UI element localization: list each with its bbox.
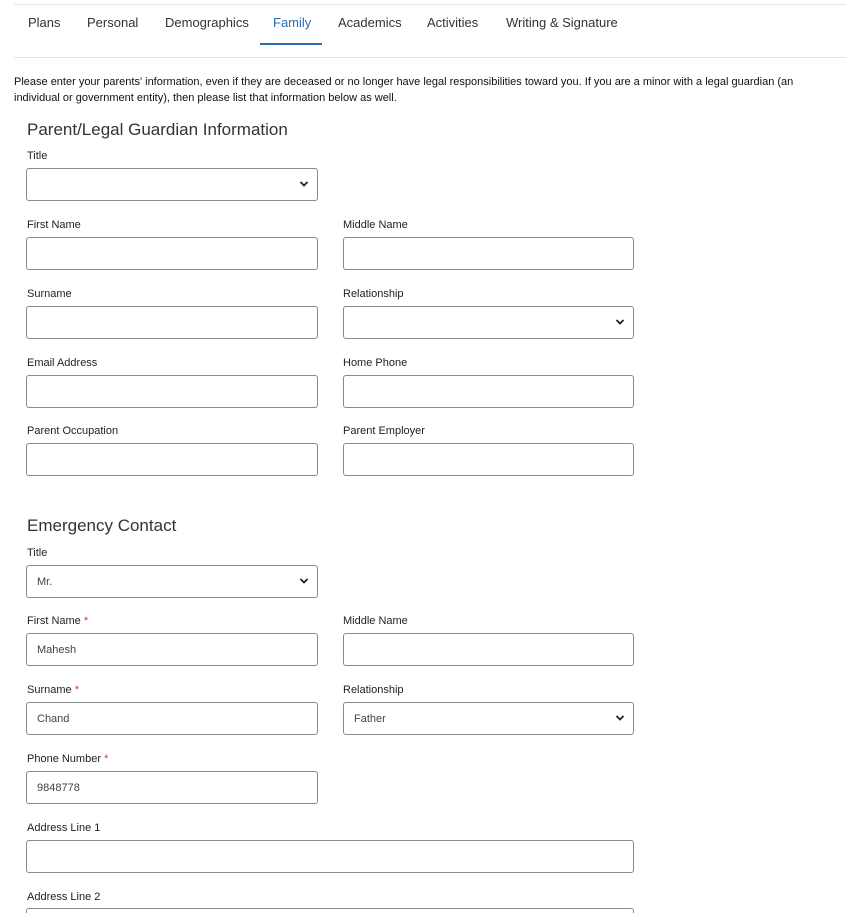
emergency-middle-name-label: Middle Name bbox=[343, 615, 408, 627]
emergency-title-value: Mr. bbox=[37, 576, 53, 588]
parent-email-input[interactable] bbox=[26, 375, 318, 408]
tab-activities[interactable]: Activities bbox=[427, 15, 479, 30]
emergency-address2-label: Address Line 2 bbox=[27, 891, 101, 903]
emergency-address1-label: Address Line 1 bbox=[27, 822, 101, 834]
required-marker: * bbox=[104, 753, 109, 765]
emergency-title-label: Title bbox=[27, 547, 48, 559]
emergency-phone-label-text: Phone Number bbox=[27, 753, 101, 765]
parent-email-label: Email Address bbox=[27, 357, 98, 369]
tab-family[interactable]: Family bbox=[273, 15, 312, 30]
parent-middle-name-input[interactable] bbox=[343, 237, 634, 270]
parent-first-name-input[interactable] bbox=[26, 237, 318, 270]
tab-personal[interactable]: Personal bbox=[87, 15, 139, 30]
required-marker: * bbox=[74, 684, 79, 696]
parent-title-label: Title bbox=[27, 150, 48, 162]
emergency-relationship-select[interactable] bbox=[343, 702, 634, 735]
parent-home-phone-input[interactable] bbox=[343, 375, 634, 408]
required-marker: * bbox=[83, 615, 89, 627]
emergency-section-title: Emergency Contact bbox=[27, 516, 177, 535]
chevron-down-icon bbox=[615, 713, 625, 723]
emergency-first-name-label bbox=[27, 615, 88, 627]
emergency-first-name-label-text: First Name bbox=[27, 615, 81, 627]
emergency-phone-label bbox=[27, 753, 108, 765]
emergency-surname-label-text: Surname bbox=[27, 684, 72, 696]
parent-surname-input[interactable] bbox=[26, 306, 318, 339]
chevron-down-icon bbox=[299, 576, 309, 586]
parent-employer-input[interactable] bbox=[343, 443, 634, 476]
parent-title-select[interactable] bbox=[26, 168, 318, 201]
parent-employer-label: Parent Employer bbox=[343, 425, 425, 437]
parent-surname-label: Surname bbox=[27, 288, 72, 300]
emergency-relationship-label: Relationship bbox=[343, 684, 404, 696]
emergency-phone-input[interactable] bbox=[26, 771, 318, 804]
tab-academics[interactable]: Academics bbox=[338, 15, 402, 30]
parent-middle-name-label: Middle Name bbox=[343, 219, 408, 231]
parent-section-title: Parent/Legal Guardian Information bbox=[27, 120, 288, 139]
emergency-middle-name-input[interactable] bbox=[343, 633, 634, 666]
emergency-relationship-value: Father bbox=[354, 713, 386, 725]
active-tab-indicator bbox=[260, 43, 322, 45]
parent-relationship-label: Relationship bbox=[343, 288, 404, 300]
emergency-phone-value: 9848778 bbox=[37, 782, 80, 794]
emergency-surname-label bbox=[27, 684, 79, 696]
parent-occupation-input[interactable] bbox=[26, 443, 318, 476]
tab-demographics[interactable]: Demographics bbox=[165, 15, 249, 30]
tab-bar bbox=[14, 4, 846, 58]
intro-text: Please enter your parents' information, even if they are deceased or no longer have legal responsibilities toward you. If you are a minor with a legal guardian (an individual or government entity), then please list that information below as well. bbox=[14, 76, 794, 104]
chevron-down-icon bbox=[299, 179, 309, 189]
tab-plans[interactable]: Plans bbox=[28, 15, 61, 30]
emergency-surname-input[interactable] bbox=[26, 702, 318, 735]
emergency-first-name-input[interactable] bbox=[26, 633, 318, 666]
emergency-address1-input[interactable] bbox=[26, 840, 634, 873]
chevron-down-icon bbox=[615, 317, 625, 327]
emergency-address2-input[interactable] bbox=[26, 908, 634, 913]
parent-home-phone-label: Home Phone bbox=[343, 357, 408, 369]
emergency-surname-value: Chand bbox=[37, 713, 70, 725]
parent-occupation-label: Parent Occupation bbox=[27, 425, 119, 437]
parent-first-name-label: First Name bbox=[27, 219, 81, 231]
emergency-first-name-value: Mahesh bbox=[37, 644, 77, 656]
tab-writing-signature[interactable]: Writing & Signature bbox=[506, 15, 618, 30]
emergency-title-select[interactable] bbox=[26, 565, 318, 598]
parent-relationship-select[interactable] bbox=[343, 306, 634, 339]
